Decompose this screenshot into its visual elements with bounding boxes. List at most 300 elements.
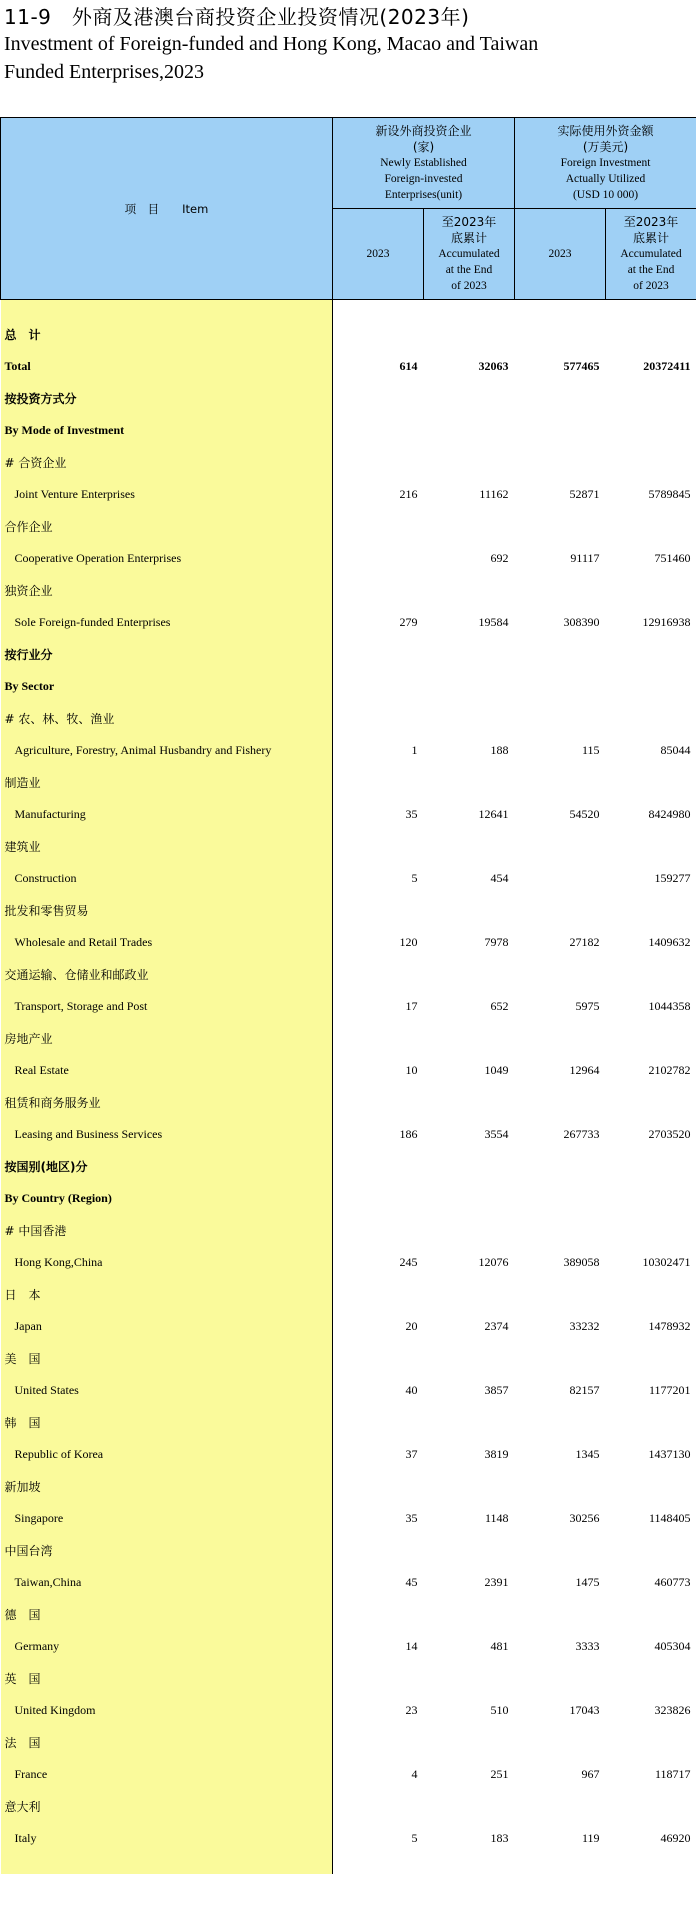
row-value: 216 (399, 486, 418, 501)
row-value (424, 382, 515, 414)
row-value (333, 414, 424, 446)
row-value (515, 382, 606, 414)
accum-header-line: Accumulated (438, 248, 500, 260)
row-value: 967 (581, 1766, 600, 1781)
table-row (1, 670, 696, 702)
row-value (333, 1534, 424, 1566)
accum-header-line: 至2023年 (623, 215, 679, 229)
table-row (1, 542, 696, 574)
row-value: 33232 (569, 1318, 600, 1333)
row-label: 独资企业 (1, 574, 333, 606)
group-header-line: Foreign Investment (560, 157, 651, 169)
row-value (606, 414, 696, 446)
row-value: 45 (405, 1574, 418, 1589)
table-row (1, 350, 696, 382)
row-label: Singapore (1, 1502, 333, 1534)
table-row (1, 606, 696, 638)
row-value: 323826 (654, 1702, 691, 1717)
row-label: 建筑业 (1, 830, 333, 862)
row-label: United States (1, 1374, 333, 1406)
table-row (1, 1310, 696, 1342)
row-value (515, 1726, 606, 1758)
table-row (1, 1598, 696, 1630)
row-value: 32063 (478, 358, 509, 373)
row-value: 1148405 (648, 1510, 691, 1525)
row-value: 1044358 (648, 998, 691, 1013)
row-value: 5 (411, 1830, 418, 1845)
row-value (333, 766, 424, 798)
row-value (424, 1342, 515, 1374)
row-label: 英 国 (1, 1662, 333, 1694)
row-label: 总 计 (1, 318, 333, 350)
group-header-line: 新设外商投资企业 (375, 124, 472, 138)
accum-header-line: Accumulated (620, 248, 682, 260)
row-value: 37 (405, 1446, 418, 1461)
row-value: 52871 (569, 486, 600, 501)
row-value: 3554 (484, 1126, 509, 1141)
row-value (424, 1086, 515, 1118)
statistics-table (0, 117, 696, 1874)
row-value: 23 (405, 1702, 418, 1717)
row-value (333, 638, 424, 670)
row-value: 2703520 (648, 1126, 691, 1141)
row-label: Japan (1, 1310, 333, 1342)
statistics-table-wrapper (0, 117, 696, 1874)
row-value (515, 318, 606, 350)
group-header-line: (家) (412, 140, 435, 154)
group-header-line: Enterprises(unit) (384, 189, 463, 201)
table-row (1, 1278, 696, 1310)
row-value: 8424980 (648, 806, 691, 821)
row-value: 35 (405, 806, 418, 821)
row-value: 10302471 (642, 1254, 691, 1269)
row-value (424, 574, 515, 606)
table-row (1, 1822, 696, 1854)
row-value: 14 (405, 1638, 418, 1653)
accum-header-line: at the End (445, 264, 493, 276)
title-english-line1: Investment of Foreign-funded and Hong Kong, Macao and Taiwan (4, 33, 539, 55)
row-value (515, 1534, 606, 1566)
row-value: 454 (490, 870, 509, 885)
table-row (1, 1054, 696, 1086)
row-value (606, 894, 696, 926)
table-row (1, 1406, 696, 1438)
row-value (424, 1022, 515, 1054)
row-value: 115 (581, 742, 600, 757)
accumulated-column-header (424, 209, 515, 300)
row-value (424, 510, 515, 542)
table-row (1, 1086, 696, 1118)
row-value (333, 1182, 424, 1214)
row-label: Sole Foreign-funded Enterprises (1, 606, 333, 638)
row-value (424, 1470, 515, 1502)
row-value: 1345 (575, 1446, 600, 1461)
row-label: Wholesale and Retail Trades (1, 926, 333, 958)
row-value (333, 1022, 424, 1054)
row-value (606, 1022, 696, 1054)
row-value: 267733 (563, 1126, 600, 1141)
row-value (333, 1278, 424, 1310)
table-row (1, 638, 696, 670)
table-row (1, 446, 696, 478)
row-value: 3857 (484, 1382, 509, 1397)
table-row (1, 830, 696, 862)
accum-header-line: 底累计 (451, 231, 488, 245)
row-label: # 农、林、牧、渔业 (1, 702, 333, 734)
row-value: 188 (490, 742, 509, 757)
row-value: 17 (405, 998, 418, 1013)
row-value (424, 318, 515, 350)
row-value: 12641 (478, 806, 509, 821)
row-value (606, 382, 696, 414)
table-row (1, 894, 696, 926)
row-label: By Mode of Investment (1, 414, 333, 446)
row-value: 1148 (484, 1510, 509, 1525)
row-value: 12916938 (642, 614, 691, 629)
row-label: 制造业 (1, 766, 333, 798)
table-row (1, 414, 696, 446)
row-label: Construction (1, 862, 333, 894)
row-value (333, 1662, 424, 1694)
row-value: 3819 (484, 1446, 509, 1461)
row-value (606, 1790, 696, 1822)
row-label: 中国台湾 (1, 1534, 333, 1566)
row-value (333, 1342, 424, 1374)
year-column-header: 2023 (515, 209, 606, 300)
row-value: 279 (399, 614, 418, 629)
accum-header-line: of 2023 (451, 280, 487, 292)
row-value: 4 (411, 1766, 418, 1781)
row-value (515, 1406, 606, 1438)
row-value (424, 446, 515, 478)
row-value (333, 446, 424, 478)
row-value (333, 1150, 424, 1182)
row-label: Hong Kong,China (1, 1246, 333, 1278)
row-value (333, 382, 424, 414)
row-value: 12964 (569, 1062, 600, 1077)
group-header-line: Actually Utilized (565, 173, 646, 185)
row-value (333, 1406, 424, 1438)
table-row (1, 766, 696, 798)
foreign-investment-group-header (515, 118, 696, 209)
table-row (1, 926, 696, 958)
row-label: 合作企业 (1, 510, 333, 542)
row-value: 159277 (654, 870, 691, 885)
row-value: 1409632 (648, 934, 691, 949)
row-value: 389058 (563, 1254, 600, 1269)
row-label: 租赁和商务服务业 (1, 1086, 333, 1118)
table-row (1, 1534, 696, 1566)
row-value (333, 542, 424, 574)
table-header (1, 118, 696, 300)
row-value (515, 1278, 606, 1310)
item-column-header: 项 目 Item (1, 118, 333, 300)
row-value (424, 1662, 515, 1694)
new-enterprises-group-header (333, 118, 515, 209)
row-value: 2102782 (648, 1062, 691, 1077)
row-value: 118717 (654, 1766, 691, 1781)
row-label: 房地产业 (1, 1022, 333, 1054)
table-row (1, 990, 696, 1022)
row-label: Agriculture, Forestry, Animal Husbandry and Fishery (1, 734, 333, 766)
row-value: 7978 (484, 934, 509, 949)
row-value (424, 1182, 515, 1214)
title-block (4, 4, 692, 86)
row-value: 652 (490, 998, 509, 1013)
row-value (424, 766, 515, 798)
row-value: 3333 (575, 1638, 600, 1653)
row-value: 120 (399, 934, 418, 949)
table-row (1, 862, 696, 894)
row-label: Germany (1, 1630, 333, 1662)
row-value (333, 702, 424, 734)
row-value: 1478932 (648, 1318, 691, 1333)
spacer-row (1, 300, 696, 319)
row-value (515, 1598, 606, 1630)
table-row (1, 1502, 696, 1534)
row-value (424, 1278, 515, 1310)
row-value (606, 510, 696, 542)
row-label: Manufacturing (1, 798, 333, 830)
row-label: 韩 国 (1, 1406, 333, 1438)
row-value (333, 1470, 424, 1502)
row-value (515, 1214, 606, 1246)
accum-header-line: 底累计 (633, 231, 670, 245)
row-value: 245 (399, 1254, 418, 1269)
table-row (1, 382, 696, 414)
table-row (1, 734, 696, 766)
table-row (1, 510, 696, 542)
table-row (1, 1182, 696, 1214)
row-value (515, 670, 606, 702)
title-chinese: 11-9 外商及港澳台商投资企业投资情况(2023年) (4, 5, 470, 29)
row-value (424, 1150, 515, 1182)
table-row (1, 478, 696, 510)
row-label: Taiwan,China (1, 1566, 333, 1598)
row-value (606, 446, 696, 478)
row-value (606, 1470, 696, 1502)
row-value (333, 1214, 424, 1246)
accum-header-line: 至2023年 (441, 215, 497, 229)
row-value: 1049 (484, 1062, 509, 1077)
row-value: 251 (490, 1766, 509, 1781)
row-label: 新加坡 (1, 1470, 333, 1502)
row-value (333, 510, 424, 542)
row-value: 1 (411, 742, 418, 757)
row-label: Italy (1, 1822, 333, 1854)
row-value (515, 862, 606, 894)
row-value (515, 1022, 606, 1054)
row-label: 意大利 (1, 1790, 333, 1822)
row-value (515, 1790, 606, 1822)
row-value: 85044 (660, 742, 691, 757)
table-row (1, 1662, 696, 1694)
table-row (1, 1118, 696, 1150)
row-label: United Kingdom (1, 1694, 333, 1726)
row-value (333, 574, 424, 606)
row-value (515, 414, 606, 446)
row-value: 308390 (563, 614, 600, 629)
row-label: Total (1, 350, 333, 382)
row-value (424, 894, 515, 926)
row-value: 183 (490, 1830, 509, 1845)
table-row (1, 1374, 696, 1406)
row-value (606, 1278, 696, 1310)
table-row (1, 958, 696, 990)
row-value: 5789845 (648, 486, 691, 501)
row-label: 批发和零售贸易 (1, 894, 333, 926)
row-value: 30256 (569, 1510, 600, 1525)
table-row (1, 1214, 696, 1246)
row-value (515, 1470, 606, 1502)
row-value: 17043 (569, 1702, 600, 1717)
table-row (1, 574, 696, 606)
row-value: 692 (490, 550, 509, 565)
row-label: 交通运输、仓储业和邮政业 (1, 958, 333, 990)
table-row (1, 1150, 696, 1182)
row-label: Cooperative Operation Enterprises (1, 542, 333, 574)
row-label: # 合资企业 (1, 446, 333, 478)
row-value: 405304 (654, 1638, 691, 1653)
row-value (333, 830, 424, 862)
row-value (424, 958, 515, 990)
row-value (333, 894, 424, 926)
group-header-line: Newly Established (380, 157, 467, 169)
row-label: 按国别(地区)分 (1, 1150, 333, 1182)
row-value: 91117 (570, 550, 600, 565)
row-value (515, 1342, 606, 1374)
row-value (606, 1182, 696, 1214)
row-value (424, 702, 515, 734)
row-value (515, 702, 606, 734)
table-row (1, 1566, 696, 1598)
row-label: France (1, 1758, 333, 1790)
row-value (606, 1598, 696, 1630)
row-value (515, 830, 606, 862)
row-label: 法 国 (1, 1726, 333, 1758)
row-value: 20 (405, 1318, 418, 1333)
row-value: 2391 (484, 1574, 509, 1589)
row-value (424, 638, 515, 670)
row-value: 27182 (569, 934, 600, 949)
row-value (606, 1726, 696, 1758)
table-row (1, 798, 696, 830)
row-value: 40 (405, 1382, 418, 1397)
group-header-line: 实际使用外资金额 (557, 124, 654, 138)
accum-header-line: of 2023 (633, 280, 669, 292)
row-value: 12076 (478, 1254, 509, 1269)
row-value (606, 1342, 696, 1374)
table-body (1, 300, 696, 1875)
year-column-header: 2023 (333, 209, 424, 300)
row-value (515, 1086, 606, 1118)
row-value: 614 (399, 358, 418, 373)
row-value (424, 414, 515, 446)
row-value (515, 958, 606, 990)
row-value (424, 830, 515, 862)
table-row (1, 1022, 696, 1054)
row-value: 20372411 (643, 358, 691, 373)
row-value: 35 (405, 1510, 418, 1525)
row-value: 481 (490, 1638, 509, 1653)
row-value: 119 (581, 1830, 600, 1845)
row-label: Transport, Storage and Post (1, 990, 333, 1022)
table-row (1, 1790, 696, 1822)
row-value: 510 (490, 1702, 509, 1717)
row-label: 按投资方式分 (1, 382, 333, 414)
row-value: 460773 (654, 1574, 691, 1589)
row-value (515, 446, 606, 478)
row-value (606, 1150, 696, 1182)
table-row (1, 1758, 696, 1790)
row-value (515, 894, 606, 926)
row-value: 2374 (484, 1318, 509, 1333)
row-value (515, 1182, 606, 1214)
row-value: 19584 (478, 614, 509, 629)
row-value (333, 1086, 424, 1118)
row-value (606, 1662, 696, 1694)
spacer-row (1, 1854, 696, 1874)
row-value (515, 574, 606, 606)
row-value (424, 1534, 515, 1566)
table-row (1, 1470, 696, 1502)
row-value: 186 (399, 1126, 418, 1141)
row-value (424, 1214, 515, 1246)
row-label: 德 国 (1, 1598, 333, 1630)
row-label: 按行业分 (1, 638, 333, 670)
table-row (1, 1726, 696, 1758)
row-value (606, 1086, 696, 1118)
row-value (333, 1598, 424, 1630)
row-label: Real Estate (1, 1054, 333, 1086)
row-value (606, 958, 696, 990)
row-label: Republic of Korea (1, 1438, 333, 1470)
row-label: 美 国 (1, 1342, 333, 1374)
group-header-line: Foreign-invested (384, 173, 463, 185)
row-value (424, 1598, 515, 1630)
group-header-line: (USD 10 000) (572, 189, 639, 201)
row-value: 82157 (569, 1382, 600, 1397)
row-value (606, 1214, 696, 1246)
row-label: 日 本 (1, 1278, 333, 1310)
table-row (1, 318, 696, 350)
row-value (515, 1662, 606, 1694)
row-value (333, 1726, 424, 1758)
table-row (1, 1246, 696, 1278)
title-english-line2: Funded Enterprises,2023 (4, 61, 204, 83)
row-value (333, 318, 424, 350)
row-value (606, 1534, 696, 1566)
row-value: 5975 (575, 998, 600, 1013)
row-value: 46920 (660, 1830, 691, 1845)
row-label: By Sector (1, 670, 333, 702)
row-value: 1475 (575, 1574, 600, 1589)
row-value (606, 702, 696, 734)
row-value: 1437130 (648, 1446, 691, 1461)
row-value (424, 1790, 515, 1822)
group-header-line: (万美元) (582, 140, 629, 154)
row-value (515, 638, 606, 670)
row-value: 54520 (569, 806, 600, 821)
table-row (1, 1342, 696, 1374)
row-label: Joint Venture Enterprises (1, 478, 333, 510)
row-value (515, 766, 606, 798)
table-row (1, 1694, 696, 1726)
row-value: 1177201 (648, 1382, 691, 1397)
accumulated-column-header (606, 209, 696, 300)
row-value (333, 958, 424, 990)
table-row (1, 1438, 696, 1470)
